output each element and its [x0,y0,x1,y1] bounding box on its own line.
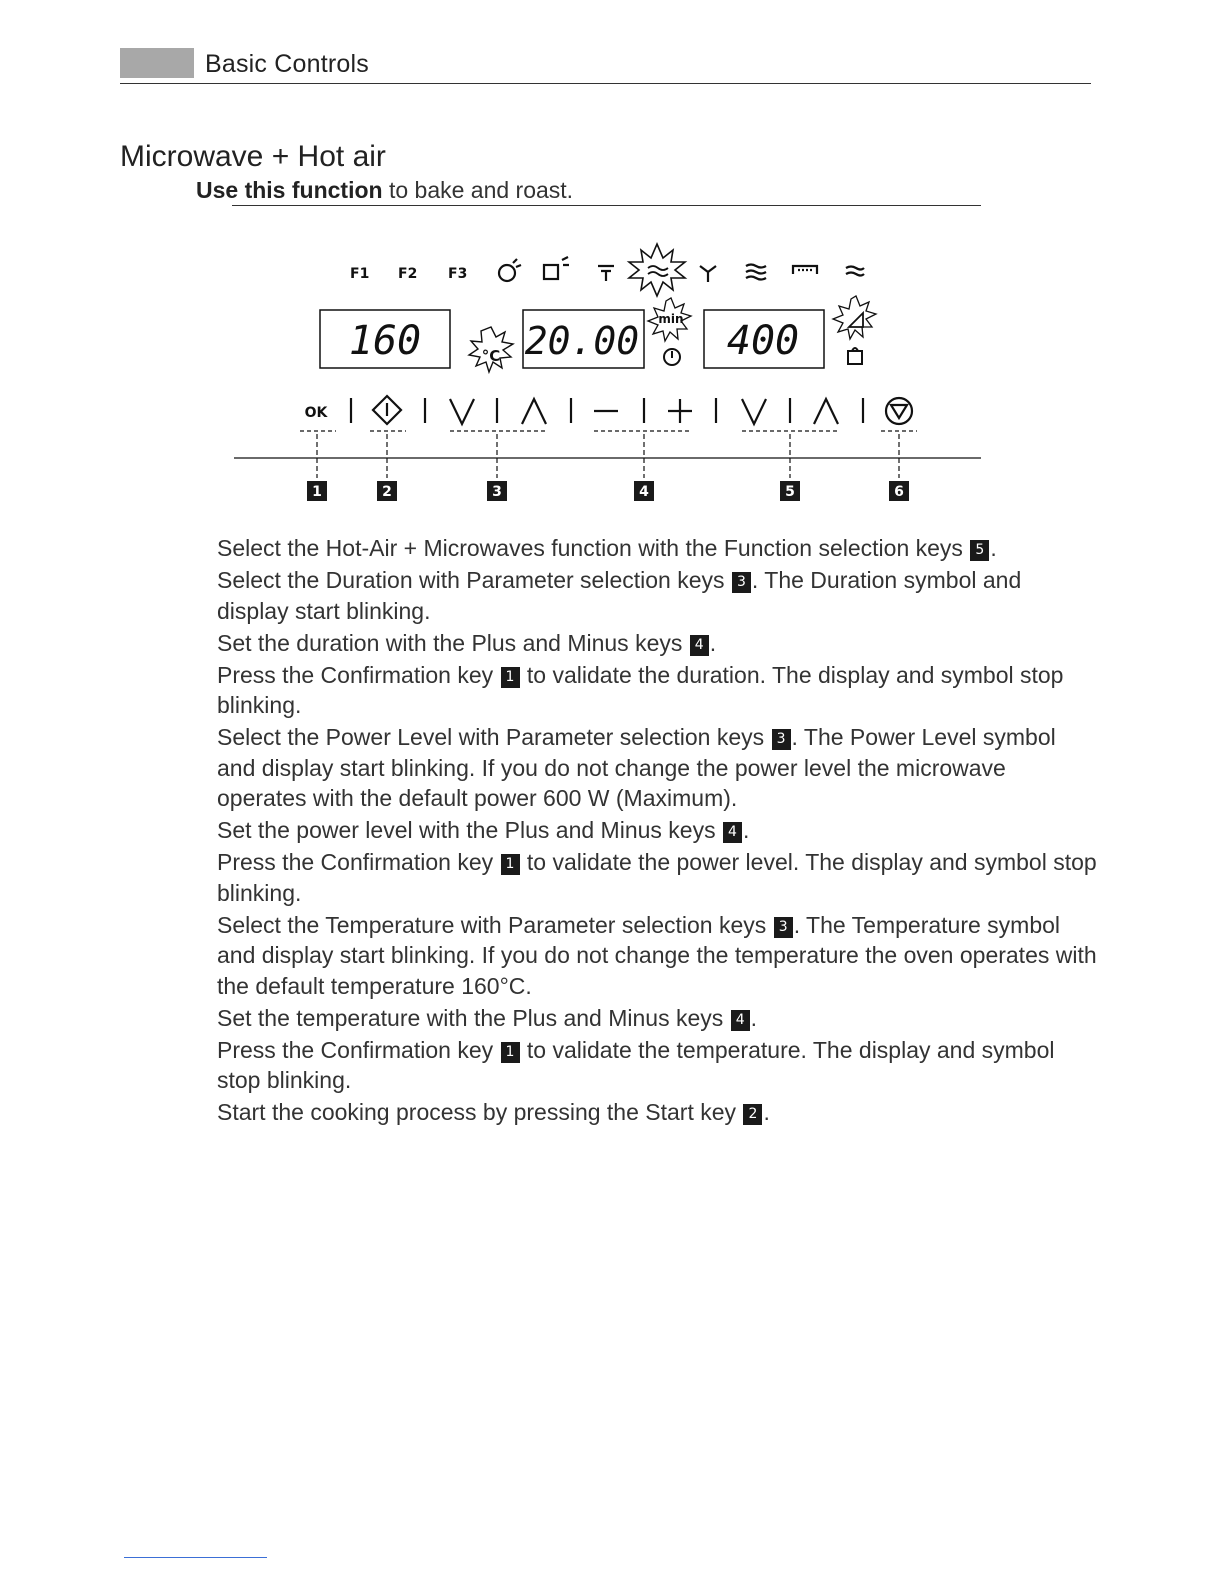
lead-text [196,177,573,204]
lead-rule [232,205,981,206]
key-badge: 3 [732,572,751,593]
top-heat-icon [793,266,817,274]
instruction-step: Select the Power Level with Parameter selection keys 3 . The Power Level symbol and display start blinking. If you do not change the power level the microwave operates with the default power 600 W (Maximum). [217,724,1056,811]
ok-key-label: OK [304,405,328,421]
parameter-up-key[interactable] [522,399,546,424]
callout-3 [487,481,507,501]
instruction-step: Press the Confirmation key 1 to validate the duration. The display and symbol stop blinking. [217,661,1064,718]
instruction-step: Start the cooking process by pressing the Start key 2 . [217,1099,770,1125]
stop-key[interactable] [886,398,912,424]
instruction-step: Set the power level with the Plus and Minus keys 4 . [217,817,750,843]
grill-icon [544,257,569,279]
minutes-unit-label: min [658,312,684,326]
f2-label: F2 [398,266,418,282]
key-badge: 5 [970,540,989,561]
key-badge: 1 [501,667,520,688]
temperature-display-value: 160 [348,318,422,364]
bottom-heat-icon [846,267,864,276]
callout-6 [889,481,909,501]
callout-1-label: 1 [312,484,322,500]
instruction-list [217,533,1097,1129]
lead-bold: Use this function [196,177,383,203]
callout-5-label: 5 [785,484,795,500]
callout-4-label: 4 [639,484,649,500]
callout-6-label: 6 [894,484,904,500]
clock-icon [664,349,680,365]
duration-indicator [648,298,691,365]
key-badge: 1 [501,1042,520,1063]
fan-icon-2 [700,266,716,282]
temperature-display [320,310,450,368]
control-panel-diagram [0,230,1224,510]
fan-icon-1 [598,266,614,281]
duration-display [523,310,644,368]
power-display-value: 400 [726,318,800,364]
key-badge: 4 [723,822,742,843]
lead-rest: to bake and roast. [382,177,574,203]
callout-leaders [317,434,899,478]
header-title: Basic Controls [205,50,369,78]
callout-5 [780,481,800,501]
header-rule [120,83,1091,84]
plus-key[interactable] [668,399,692,423]
start-key[interactable] [373,396,401,424]
instruction-step: Set the duration with the Plus and Minus keys 4 . [217,629,717,656]
instruction-step: Press the Confirmation key 1 to validate the power level. The display and symbol stop blinking. [217,849,1097,906]
instruction-step: Set the temperature with the Plus and Minus keys 4 . [217,1004,758,1031]
function-down-key[interactable] [742,399,766,424]
instruction-step: Press the Confirmation key 1 to validate the temperature. The display and symbol stop blinking. [217,1036,1055,1093]
parameter-down-key[interactable] [450,399,474,424]
callout-3-label: 3 [492,484,502,500]
callout-4 [634,481,654,501]
instruction-step: Select the Duration with Parameter selection keys 3 . The Duration symbol and display start blinking. [217,567,1022,624]
footer-link-line [124,1557,267,1558]
top-bottom-heat-icon [746,265,766,280]
callout-1 [307,481,327,501]
callout-2 [377,481,397,501]
key-badge: 1 [501,854,520,875]
celsius-unit-label: °C [481,347,501,365]
instruction-step: Select the Hot-Air + Microwaves function with the Function selection keys 5 . [217,535,997,561]
f3-label: F3 [448,266,468,282]
header-tab-block [120,48,194,78]
key-badge: 4 [690,635,709,656]
weight-icon [848,348,862,364]
instruction-step: Select the Temperature with Parameter selection keys 3 . The Temperature symbol and display start blinking. If you do not change the temperature the oven operates with the default temperature 160°C. [217,911,1097,999]
section-title: Microwave + Hot air [120,140,386,173]
key-badge: 3 [774,917,793,938]
celsius-indicator [469,327,513,372]
power-level-indicator [833,296,876,364]
key-badge: 3 [772,729,791,750]
key-badge: 2 [743,1104,762,1125]
key-badge: 4 [731,1010,750,1031]
f1-label: F1 [350,266,370,282]
power-display [704,310,824,368]
callout-2-label: 2 [382,484,392,500]
function-up-key[interactable] [814,399,838,424]
duration-display-value: 20.00 [524,319,640,363]
hot-air-microwave-icon [629,244,685,296]
defrost-icon [499,259,521,281]
